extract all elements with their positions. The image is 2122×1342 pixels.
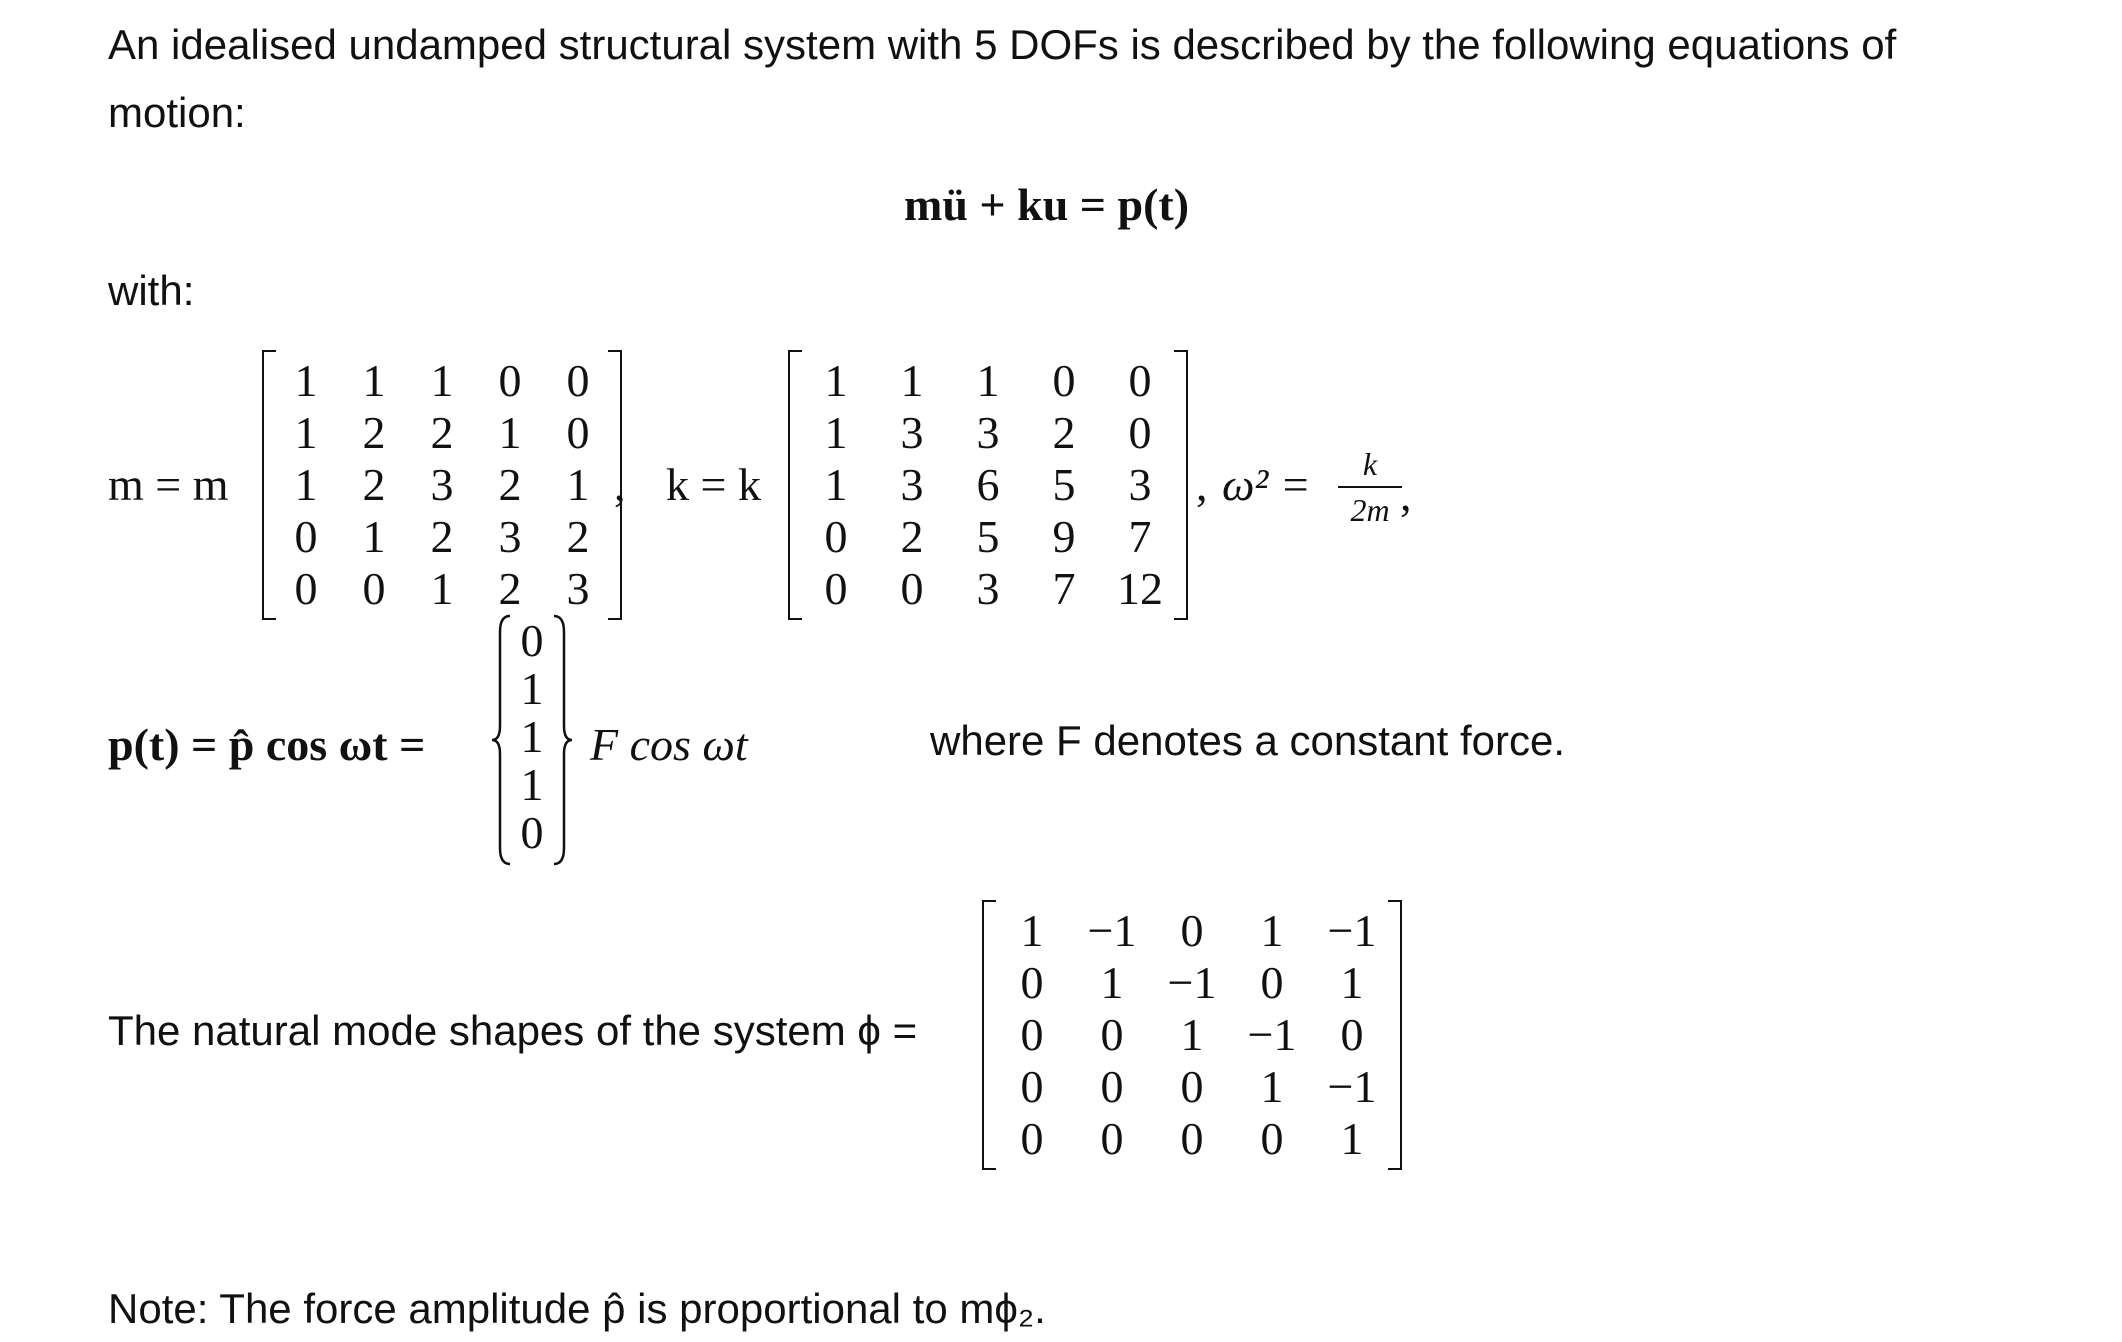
mass-cell: 1 [498,407,522,458]
stiffness-cell: 6 [976,459,1000,510]
mode-cell: 0 [1260,957,1284,1008]
mode-cell: 0 [1020,1061,1044,1112]
mass-cell: 0 [566,355,590,406]
stiffness-cell: 1 [900,355,924,406]
stiffness-cell: 0 [1128,355,1152,406]
mode-cell: −1 [1247,1009,1297,1060]
stiffness-cell: 1 [824,407,848,458]
mass-cell: 2 [430,407,454,458]
stiffness-matrix-lhs: k = k [666,459,761,510]
fraction-bar [1338,486,1402,488]
mode-cell: 0 [1020,1113,1044,1164]
stiffness-cell: 5 [1052,459,1076,510]
mass-cell: 1 [430,355,454,406]
stiffness-cell: 12 [1117,563,1163,614]
mode-cell: 0 [1180,1113,1204,1164]
force-vector [492,612,572,868]
stiffness-cell: 2 [900,511,924,562]
force-vector-cell: 0 [520,807,544,858]
stiffness-cell: 3 [976,407,1000,458]
mass-cell: 3 [430,459,454,510]
force-vector-cell: 1 [520,663,544,714]
mass-matrix-lhs: m = m [108,459,229,510]
modes-label: The natural mode shapes of the system ϕ = [108,1007,918,1054]
stiffness-cell: 7 [1052,563,1076,614]
mass-cell: 2 [362,459,386,510]
mode-cell: 0 [1100,1009,1124,1060]
note: Note: The force amplitude p̂ is proportional to mϕ₂. [108,1285,1046,1332]
omega-fraction [1338,444,1402,530]
mass-cell: 1 [294,355,318,406]
mode-cell: 0 [1340,1009,1364,1060]
stiffness-cell: 5 [976,511,1000,562]
stiffness-cell: 3 [900,407,924,458]
stiffness-cell: 3 [976,563,1000,614]
mass-cell: 0 [294,563,318,614]
mode-cell: −1 [1167,957,1217,1008]
force-rhs: F cos ωt [590,719,748,770]
mode-cell: 0 [1100,1113,1124,1164]
stiffness-cell: 3 [900,459,924,510]
stiffness-cell: 0 [900,563,924,614]
right-brace [554,616,572,864]
mass-matrix [262,350,622,620]
equation-of-motion: mü + ku = p(t) [904,179,1190,230]
stiffness-matrix [788,350,1188,620]
mass-cell: 1 [430,563,454,614]
mode-cell: 1 [1260,905,1284,956]
omega-lhs: ω² = [1222,459,1311,510]
force-vector-cell: 1 [520,759,544,810]
mass-cell: 1 [362,355,386,406]
force-note: where F denotes a constant force. [930,717,1566,764]
mass-cell: 0 [362,563,386,614]
mass-cell: 2 [498,459,522,510]
left-brace [492,616,510,864]
stiffness-cell: 1 [824,355,848,406]
stiffness-cell: 1 [824,459,848,510]
mode-shape-matrix [982,900,1402,1170]
intro-line-2: motion: [108,89,246,136]
mass-cell: 2 [498,563,522,614]
mode-cell: 1 [1260,1061,1284,1112]
mode-cell: 1 [1100,957,1124,1008]
force-vector-cell: 1 [520,711,544,762]
comma: , [1196,459,1208,510]
mode-cell: −1 [1087,905,1137,956]
stiffness-cell: 2 [1052,407,1076,458]
mode-cell: 0 [1020,957,1044,1008]
force-lhs: p(t) = p̂ cos ωt = [108,719,426,770]
stiffness-cell: 0 [824,511,848,562]
stiffness-cell: 9 [1052,511,1076,562]
omega-numerator: k [1362,446,1378,482]
mass-cell: 0 [566,407,590,458]
mass-cell: 0 [294,511,318,562]
mode-cell: 0 [1020,1009,1044,1060]
mass-cell: 1 [566,459,590,510]
mode-cell: −1 [1327,905,1377,956]
comma: , [614,459,626,510]
mode-cell: 0 [1180,1061,1204,1112]
omega-denominator: 2m [1350,492,1390,528]
mode-cell: 1 [1180,1009,1204,1060]
stiffness-cell: 0 [824,563,848,614]
mode-cell: 0 [1180,905,1204,956]
stiffness-cell: 1 [976,355,1000,406]
mode-cell: 1 [1340,957,1364,1008]
mass-cell: 2 [566,511,590,562]
mass-cell: 1 [294,407,318,458]
mass-cell: 2 [430,511,454,562]
stiffness-cell: 7 [1128,511,1152,562]
with-label: with: [108,267,195,314]
mode-cell: 0 [1260,1113,1284,1164]
mass-cell: 1 [294,459,318,510]
stiffness-cell: 0 [1052,355,1076,406]
mode-cell: 0 [1100,1061,1124,1112]
mass-cell: 3 [566,563,590,614]
mass-cell: 2 [362,407,386,458]
mode-cell: 1 [1340,1113,1364,1164]
comma: , [1400,469,1412,520]
intro-line-1: An idealised undamped structural system with 5 DOFs is described by the following equations of [108,21,1897,68]
mass-cell: 0 [498,355,522,406]
force-vector-cell: 0 [520,615,544,666]
mass-cell: 3 [498,511,522,562]
mode-cell: 1 [1020,905,1044,956]
stiffness-cell: 0 [1128,407,1152,458]
mode-cell: −1 [1327,1061,1377,1112]
stiffness-cell: 3 [1128,459,1152,510]
mass-cell: 1 [362,511,386,562]
